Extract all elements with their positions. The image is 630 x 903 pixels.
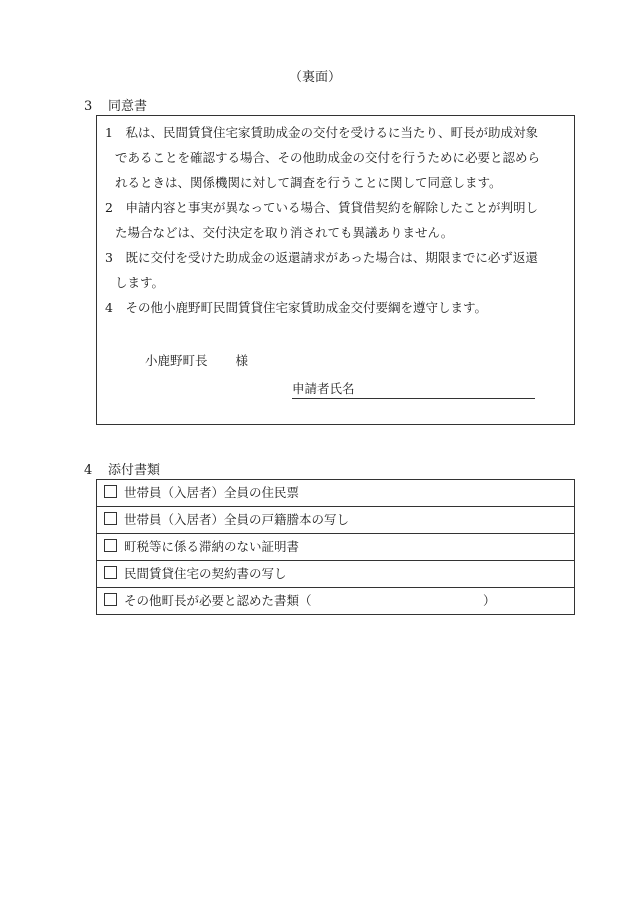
checkbox[interactable] (104, 512, 117, 525)
consent-clause-1 (105, 120, 567, 195)
applicant-label: 申請者氏名 (292, 381, 355, 396)
consent-box (96, 115, 575, 425)
attachment-label: 世帯員（入居者）全員の戸籍謄本の写し (124, 512, 350, 527)
attachment-row-tax-certificate (97, 534, 574, 561)
clause-line: します。 (115, 275, 165, 290)
consent-heading (84, 95, 147, 114)
honorific: 様 (235, 353, 249, 368)
clause-line: 4 その他小鹿野町民間賃貸住宅家賃助成金交付要綱を遵守します。 (105, 300, 487, 315)
checkbox[interactable] (104, 485, 117, 498)
clause-line: 1 私は、民間賃貸住宅家賃助成金の交付を受けるに当たり、町長が助成対象 (105, 125, 538, 140)
attachment-label: その他町長が必要と認めた書類（ (124, 593, 312, 608)
attachment-label: 民間賃貸住宅の契約書の写し (124, 566, 287, 581)
checkbox[interactable] (104, 566, 117, 579)
clause-line: 3 既に交付を受けた助成金の返還請求があった場合は、期限までに必ず返還 (105, 250, 538, 265)
clause-line: た場合などは、交付決定を取り消されても異議ありません。 (115, 225, 454, 240)
addressee-name: 小鹿野町長 (145, 353, 208, 368)
attachment-label: 世帯員（入居者）全員の住民票 (124, 485, 300, 500)
attachments-title: 添付書類 (108, 463, 161, 478)
page-label: （裏面） (288, 70, 341, 85)
attachment-label: 町税等に係る滞納のない証明書 (124, 539, 300, 554)
attachments-heading (84, 459, 160, 478)
clause-line: れるときは、関係機関に対して調査を行うことに関して同意します。 (115, 175, 502, 190)
consent-clause-4 (105, 295, 567, 320)
attachment-row-lease-contract (97, 561, 574, 588)
other-documents-close-paren: ） (483, 593, 496, 608)
addressee (145, 351, 248, 369)
attachment-row-other (97, 588, 574, 614)
consent-clause-2 (105, 195, 567, 245)
attachment-row-resident-card (97, 480, 574, 507)
attachment-row-family-register (97, 507, 574, 534)
attachments-number: 4 (84, 463, 93, 478)
consent-number: 3 (84, 99, 93, 114)
applicant-name-field[interactable] (292, 379, 535, 399)
consent-clause-3 (105, 245, 567, 295)
clause-line: であることを確認する場合、その他助成金の交付を行うために必要と認めら (115, 150, 541, 165)
checkbox[interactable] (104, 539, 117, 552)
checkbox[interactable] (104, 593, 117, 606)
clause-line: 2 申請内容と事実が異なっている場合、賃貸借契約を解除したことが判明し (105, 200, 538, 215)
consent-title: 同意書 (108, 99, 148, 114)
attachments-table (96, 479, 575, 615)
